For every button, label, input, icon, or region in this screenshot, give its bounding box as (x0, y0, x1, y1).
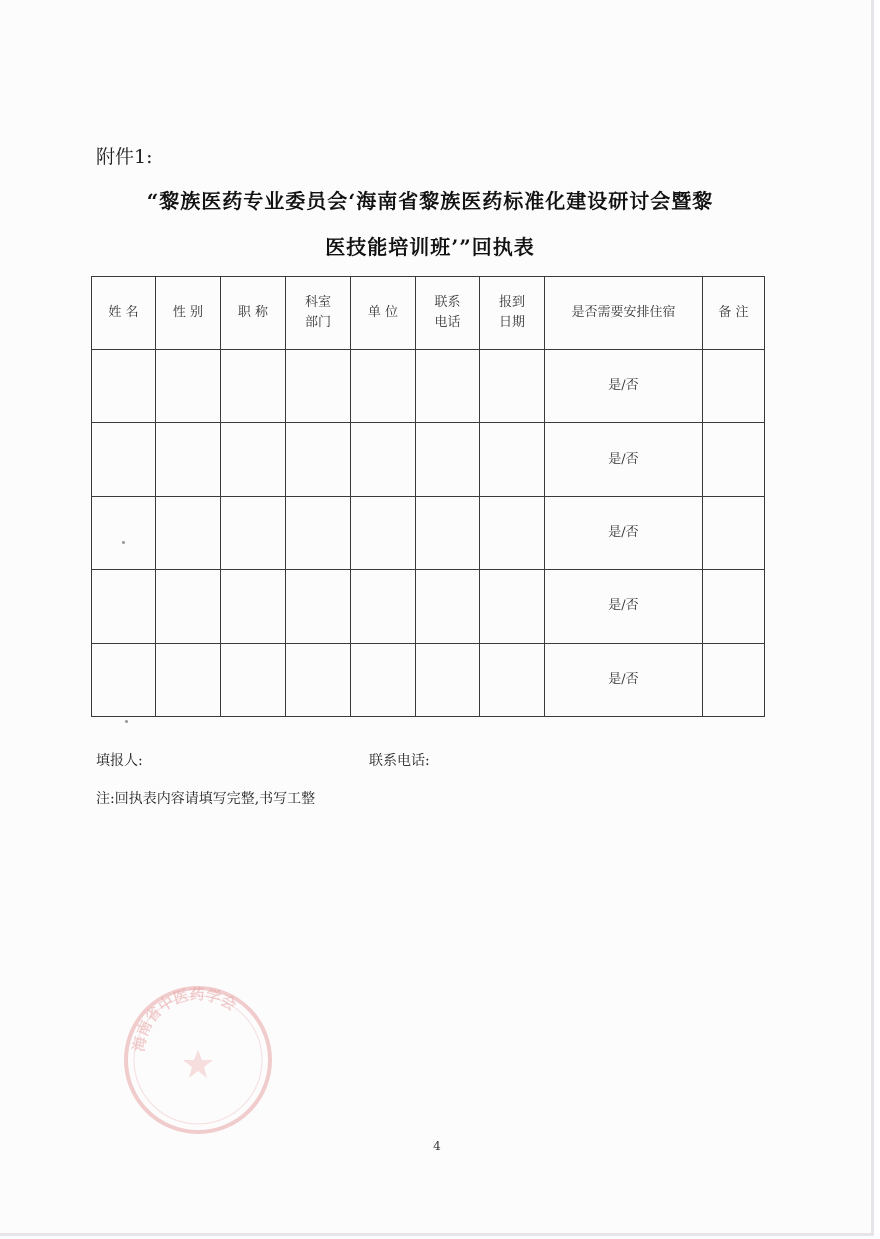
table-row (92, 570, 765, 643)
blank-cell (221, 643, 286, 716)
blank-cell (286, 350, 351, 423)
blank-cell (703, 643, 765, 716)
blank-cell (480, 496, 545, 569)
lodging-cell: 是/否 (545, 350, 703, 423)
blank-cell (351, 496, 416, 569)
blank-cell (92, 570, 156, 643)
blank-cell (416, 570, 480, 643)
header-lodging: 是否需要安排住宿 (545, 277, 703, 350)
table-header-row (92, 277, 765, 350)
blank-cell (286, 423, 351, 496)
receipt-table (91, 276, 765, 717)
blank-cell (92, 496, 156, 569)
lodging-cell: 是/否 (545, 496, 703, 569)
blank-cell (221, 423, 286, 496)
blank-cell (221, 496, 286, 569)
form-note: 注:回执表内容请填写完整,书写工整 (96, 791, 316, 807)
blank-cell (351, 643, 416, 716)
blank-cell (480, 350, 545, 423)
attachment-label: 附件1: (96, 146, 153, 168)
svg-text:海南省中医药学会: 海南省中医药学会 (129, 985, 240, 1053)
blank-cell (156, 350, 221, 423)
header-department: 科室 部门 (286, 277, 351, 350)
title-line-1: “黎族医药专业委员会‘海南省黎族医药标准化建设研讨会暨黎 (146, 189, 714, 213)
header-remarks: 备 注 (703, 277, 765, 350)
blank-cell (286, 570, 351, 643)
blank-cell (286, 496, 351, 569)
filler-label: 填报人: (96, 753, 143, 769)
blank-cell (351, 423, 416, 496)
blank-cell (703, 496, 765, 569)
blank-cell (92, 423, 156, 496)
blank-cell (351, 350, 416, 423)
table-row (92, 643, 765, 716)
table-row (92, 423, 765, 496)
table-row (92, 496, 765, 569)
blank-cell (156, 643, 221, 716)
blank-cell (156, 570, 221, 643)
blank-cell (480, 570, 545, 643)
blank-cell (480, 643, 545, 716)
table-row (92, 350, 765, 423)
blank-cell (221, 350, 286, 423)
header-title: 职 称 (221, 277, 286, 350)
blank-cell (416, 496, 480, 569)
lodging-cell: 是/否 (545, 643, 703, 716)
blank-cell (703, 423, 765, 496)
blank-cell (703, 570, 765, 643)
official-seal-stamp (118, 980, 278, 1140)
blank-cell (221, 570, 286, 643)
blank-cell (92, 643, 156, 716)
blank-cell (156, 423, 221, 496)
blank-cell (351, 570, 416, 643)
blank-cell (416, 423, 480, 496)
phone-label: 联系电话: (369, 753, 430, 769)
blank-cell (92, 350, 156, 423)
lodging-cell: 是/否 (545, 423, 703, 496)
lodging-cell: 是/否 (545, 570, 703, 643)
header-phone: 联系 电话 (416, 277, 480, 350)
blank-cell (156, 496, 221, 569)
title-line-2: 医技能培训班’”回执表 (325, 235, 535, 259)
blank-cell (480, 423, 545, 496)
header-gender: 性 别 (156, 277, 221, 350)
scan-speck (125, 720, 128, 723)
scan-speck (122, 541, 125, 544)
header-unit: 单 位 (351, 277, 416, 350)
page-number: 4 (433, 1139, 441, 1153)
header-arrival-date: 报到 日期 (480, 277, 545, 350)
blank-cell (703, 350, 765, 423)
blank-cell (286, 643, 351, 716)
blank-cell (416, 643, 480, 716)
blank-cell (416, 350, 480, 423)
header-name: 姓 名 (92, 277, 156, 350)
